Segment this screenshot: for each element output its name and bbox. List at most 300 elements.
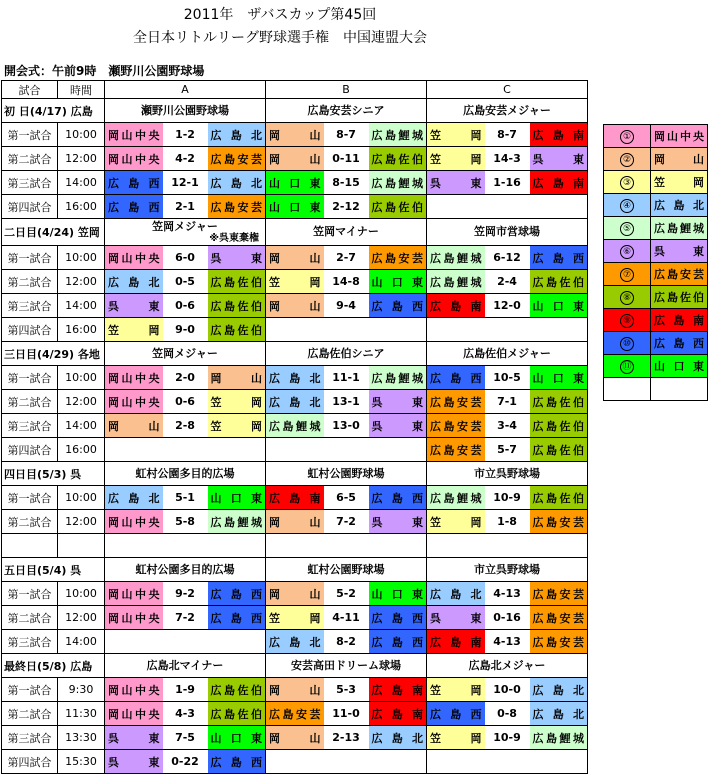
game-name: 第二試合 (2, 390, 58, 414)
legend-team-name: 広島佐伯 (651, 286, 708, 309)
game-time: 10:00 (58, 366, 105, 390)
legend-empty-row (604, 378, 708, 401)
game-time: 16:00 (58, 195, 105, 219)
legend-number-mark: ⑨ (620, 314, 634, 328)
match-score: 7-5 (163, 726, 208, 750)
match-score: 10-9 (485, 486, 530, 510)
game-time: 12:00 (58, 510, 105, 534)
home-team: 山口東 (266, 195, 324, 219)
home-team (266, 318, 324, 342)
venue-cell (105, 342, 266, 366)
game-time (58, 534, 105, 558)
game-time: 14:00 (58, 630, 105, 654)
legend-team-name: 笠岡 (651, 171, 708, 194)
venue-name: 笠岡市営球場 (474, 225, 540, 238)
away-team: 広島鯉城 (208, 510, 266, 534)
home-team: 岡山中央 (105, 702, 163, 726)
legend-team-name: 岡山中央 (651, 125, 708, 148)
home-team: 広島南 (427, 294, 485, 318)
home-team: 広島南 (266, 486, 324, 510)
away-team: 広島佐伯 (530, 414, 588, 438)
venue-name: 虹村公園多目的広場 (135, 562, 235, 576)
home-team (427, 195, 485, 219)
legend-number (604, 263, 651, 286)
legend-team-name: 広島安芸 (651, 263, 708, 286)
venue-cell (427, 654, 588, 678)
game-row (2, 195, 588, 219)
home-team: 岡山 (266, 147, 324, 171)
venue-cell (427, 99, 588, 123)
away-team: 広島鯉城 (369, 171, 427, 195)
away-team: 広島佐伯 (208, 702, 266, 726)
home-team: 広島鯉城 (427, 246, 485, 270)
away-team: 山口東 (369, 270, 427, 294)
home-team: 広島西 (105, 171, 163, 195)
home-team: 広島鯉城 (427, 270, 485, 294)
venue-cell (105, 654, 266, 678)
legend-number-mark: ③ (620, 176, 634, 190)
match-score: 1-2 (163, 123, 208, 147)
venue-name: 安芸高田ドリーム球場 (291, 658, 401, 672)
match-score: 8-7 (485, 123, 530, 147)
home-team (427, 318, 485, 342)
match-score: 10-9 (485, 726, 530, 750)
home-team: 広島西 (427, 366, 485, 390)
match-score: 0-8 (485, 702, 530, 726)
away-team: 広島鯉城 (530, 726, 588, 750)
home-team: 広島北 (266, 366, 324, 390)
game-row (2, 606, 588, 630)
home-team (427, 750, 485, 774)
home-team: 広島北 (266, 630, 324, 654)
game-name: 第一試合 (2, 582, 58, 606)
game-row (2, 318, 588, 342)
match-score: 6-0 (163, 246, 208, 270)
header-time: 時間 (58, 81, 105, 99)
home-team: 笠岡 (266, 270, 324, 294)
legend-row (604, 309, 708, 332)
away-team: 広島西 (369, 606, 427, 630)
page-subtitle: 全日本リトルリーグ野球選手権 中国連盟大会 (133, 30, 427, 46)
away-team: 広島西 (208, 582, 266, 606)
venue-cell (105, 219, 266, 246)
game-row (2, 414, 588, 438)
venue-name: 広島安芸メジャー (463, 103, 551, 117)
match-score: 10-0 (485, 678, 530, 702)
match-score: 2-7 (324, 246, 369, 270)
game-row (2, 702, 588, 726)
home-team: 岡山 (266, 678, 324, 702)
home-team: 笠岡 (427, 726, 485, 750)
game-name: 第二試合 (2, 606, 58, 630)
away-team: 笠岡 (208, 390, 266, 414)
venue-cell (105, 99, 266, 123)
legend-row (604, 240, 708, 263)
legend-row (604, 332, 708, 355)
game-time: 11:30 (58, 702, 105, 726)
venue-cell (266, 654, 427, 678)
venue-cell (266, 342, 427, 366)
match-score: 9-4 (324, 294, 369, 318)
game-time: 13:30 (58, 726, 105, 750)
home-team: 岡山中央 (105, 510, 163, 534)
away-team: 広島北 (208, 123, 266, 147)
match-score (324, 438, 369, 462)
venue-name: 広島佐伯シニア (307, 346, 385, 360)
match-score: 13-1 (324, 390, 369, 414)
game-name (2, 534, 58, 558)
legend-number (604, 355, 651, 378)
venue-name: 瀬野川公園野球場 (141, 103, 229, 117)
venue-name: 虹村公園野球場 (307, 562, 385, 576)
away-team (208, 630, 266, 654)
away-team: 広島佐伯 (530, 486, 588, 510)
game-time: 9:30 (58, 678, 105, 702)
home-team: 広島安芸 (427, 438, 485, 462)
away-team: 広島安芸 (530, 630, 588, 654)
game-time: 14:00 (58, 171, 105, 195)
home-team: 笠岡 (427, 123, 485, 147)
game-row (2, 294, 588, 318)
away-team: 呉東 (208, 246, 266, 270)
venue-cell (427, 342, 588, 366)
game-row (2, 438, 588, 462)
match-score: 5-8 (163, 510, 208, 534)
game-row (2, 630, 588, 654)
match-score: 12-1 (163, 171, 208, 195)
home-team: 岡山中央 (105, 390, 163, 414)
game-row (2, 534, 588, 558)
legend-number (604, 309, 651, 332)
legend-number (604, 148, 651, 171)
game-name: 第三試合 (2, 414, 58, 438)
away-team: 広島安芸 (208, 195, 266, 219)
game-name: 第一試合 (2, 486, 58, 510)
home-team: 岡山中央 (105, 678, 163, 702)
game-name: 第四試合 (2, 750, 58, 774)
day-venue-row (2, 342, 588, 366)
home-team: 笠岡 (427, 147, 485, 171)
away-team: 広島南 (530, 171, 588, 195)
page-title: 2011年 ザバスカップ第45回 (183, 7, 377, 23)
game-row (2, 726, 588, 750)
home-team: 呉東 (105, 750, 163, 774)
match-score: 3-4 (485, 414, 530, 438)
game-name: 第四試合 (2, 438, 58, 462)
away-team: 呉東 (369, 510, 427, 534)
home-team: 笠岡 (427, 510, 485, 534)
match-score: 0-22 (163, 750, 208, 774)
venue-note: ※呉東棄権 (209, 232, 259, 244)
away-team (208, 534, 266, 558)
legend-number-mark: ⑥ (620, 245, 634, 259)
away-team: 広島鯉城 (369, 366, 427, 390)
legend-team-name: 広島北 (651, 194, 708, 217)
away-team: 呉東 (369, 414, 427, 438)
legend-row (604, 171, 708, 194)
legend-number-mark: ② (620, 153, 634, 167)
header-column-c: C (427, 81, 588, 99)
legend-team-name: 岡山 (651, 148, 708, 171)
home-team: 岡山中央 (105, 246, 163, 270)
away-team (530, 195, 588, 219)
game-name: 第三試合 (2, 294, 58, 318)
venue-cell (105, 558, 266, 582)
home-team: 広島鯉城 (427, 486, 485, 510)
away-team: 広島西 (369, 630, 427, 654)
match-score: 2-13 (324, 726, 369, 750)
match-score: 0-11 (324, 147, 369, 171)
away-team: 広島佐伯 (208, 294, 266, 318)
match-score: 4-11 (324, 606, 369, 630)
away-team: 呉東 (530, 147, 588, 171)
away-team: 広島北 (530, 702, 588, 726)
home-team: 広島北 (266, 390, 324, 414)
day-label: 初 日(4/17) 広島 (2, 99, 105, 123)
match-score (324, 318, 369, 342)
game-name: 第二試合 (2, 510, 58, 534)
away-team: 広島南 (530, 123, 588, 147)
home-team (105, 630, 163, 654)
legend-row (604, 148, 708, 171)
game-time: 12:00 (58, 270, 105, 294)
game-row (2, 123, 588, 147)
match-score: 7-1 (485, 390, 530, 414)
game-name: 第一試合 (2, 366, 58, 390)
game-time: 14:00 (58, 294, 105, 318)
venue-name: 広島北メジャー (468, 658, 546, 672)
home-team (266, 750, 324, 774)
match-score: 6-5 (324, 486, 369, 510)
home-team: 広島西 (427, 702, 485, 726)
away-team: 広島南 (369, 702, 427, 726)
legend-number-mark: ① (620, 130, 634, 144)
match-score: 0-6 (163, 390, 208, 414)
venue-name: 市立呉野球場 (474, 466, 540, 480)
match-score: 2-8 (163, 414, 208, 438)
game-row (2, 486, 588, 510)
away-team (530, 318, 588, 342)
venue-cell (266, 558, 427, 582)
venue-name: 虹村公園野球場 (307, 466, 385, 480)
match-score (163, 534, 208, 558)
game-row (2, 390, 588, 414)
legend-number-mark: ④ (620, 199, 634, 213)
match-score: 1-16 (485, 171, 530, 195)
legend-team-name: 山口東 (651, 355, 708, 378)
game-name: 第一試合 (2, 246, 58, 270)
game-row (2, 171, 588, 195)
day-label: 三日目(4/29) 各地 (2, 342, 105, 366)
away-team: 広島安芸 (208, 147, 266, 171)
schedule-table (1, 80, 588, 774)
away-team: 岡山 (208, 366, 266, 390)
match-score: 2-1 (163, 195, 208, 219)
away-team: 山口東 (208, 486, 266, 510)
match-score: 7-2 (163, 606, 208, 630)
game-time: 10:00 (58, 123, 105, 147)
match-score (163, 438, 208, 462)
legend-team-name: 広島南 (651, 309, 708, 332)
match-score: 9-0 (163, 318, 208, 342)
legend-row (604, 286, 708, 309)
venue-cell (266, 462, 427, 486)
legend-team-name: 呉東 (651, 240, 708, 263)
game-time: 16:00 (58, 318, 105, 342)
home-team (427, 534, 485, 558)
legend-number-mark: ⑩ (620, 337, 634, 351)
away-team: 山口東 (369, 582, 427, 606)
legend-number (604, 240, 651, 263)
game-time: 12:00 (58, 606, 105, 630)
game-time: 10:00 (58, 582, 105, 606)
match-score: 14-3 (485, 147, 530, 171)
game-name: 第三試合 (2, 171, 58, 195)
away-team: 広島南 (369, 678, 427, 702)
home-team: 岡山中央 (105, 123, 163, 147)
game-time: 16:00 (58, 438, 105, 462)
match-score: 6-12 (485, 246, 530, 270)
game-row (2, 270, 588, 294)
opening-ceremony-note: 開会式：午前9時 瀬野川公園野球場 (4, 64, 205, 78)
legend-number-mark: ⑦ (620, 268, 634, 282)
venue-name: 広島佐伯メジャー (463, 346, 551, 360)
day-venue-row (2, 99, 588, 123)
away-team: 広島安芸 (530, 510, 588, 534)
home-team: 岡山 (266, 246, 324, 270)
home-team: 広島北 (105, 270, 163, 294)
away-team: 広島佐伯 (530, 390, 588, 414)
away-team (208, 438, 266, 462)
away-team: 山口東 (530, 294, 588, 318)
legend-row (604, 217, 708, 240)
away-team: 広島安芸 (530, 582, 588, 606)
away-team: 広島佐伯 (369, 195, 427, 219)
home-team: 岡山中央 (105, 366, 163, 390)
match-score: 0-6 (163, 294, 208, 318)
venue-cell (266, 219, 427, 246)
header-column-a: A (105, 81, 266, 99)
match-score: 12-0 (485, 294, 530, 318)
legend-number-mark: ⑧ (620, 291, 634, 305)
legend-number (604, 171, 651, 194)
legend-number-mark: ⑪ (620, 360, 634, 374)
match-score: 5-7 (485, 438, 530, 462)
away-team (369, 438, 427, 462)
away-team: 広島安芸 (530, 606, 588, 630)
day-label: 二日目(4/24) 笠岡 (2, 219, 105, 246)
match-score: 8-7 (324, 123, 369, 147)
match-score: 13-0 (324, 414, 369, 438)
match-score: 11-0 (324, 702, 369, 726)
game-row (2, 147, 588, 171)
away-team: 広島佐伯 (208, 318, 266, 342)
day-venue-row (2, 558, 588, 582)
match-score: 2-4 (485, 270, 530, 294)
legend-number (604, 286, 651, 309)
venue-cell (105, 462, 266, 486)
away-team: 笠岡 (208, 414, 266, 438)
away-team: 広島佐伯 (530, 270, 588, 294)
away-team (369, 750, 427, 774)
away-team: 広島安芸 (369, 246, 427, 270)
game-name: 第四試合 (2, 195, 58, 219)
game-name: 第三試合 (2, 726, 58, 750)
game-time: 12:00 (58, 147, 105, 171)
header-column-b: B (266, 81, 427, 99)
match-score: 2-12 (324, 195, 369, 219)
match-score: 4-13 (485, 630, 530, 654)
game-name: 第一試合 (2, 123, 58, 147)
game-name: 第二試合 (2, 147, 58, 171)
legend-team-name: 広島西 (651, 332, 708, 355)
legend-row (604, 355, 708, 378)
game-name: 第二試合 (2, 702, 58, 726)
home-team: 呉東 (427, 171, 485, 195)
away-team (369, 534, 427, 558)
venue-name: 笠岡メジャー (152, 219, 218, 233)
match-score: 5-1 (163, 486, 208, 510)
legend-row (604, 194, 708, 217)
match-score: 5-3 (324, 678, 369, 702)
home-team: 笠岡 (427, 678, 485, 702)
match-score: 1-8 (485, 510, 530, 534)
game-row (2, 366, 588, 390)
home-team: 広島鯉城 (266, 414, 324, 438)
game-name: 第四試合 (2, 318, 58, 342)
away-team: 広島北 (208, 171, 266, 195)
venue-cell (427, 219, 588, 246)
home-team (105, 438, 163, 462)
away-team: 広島北 (369, 726, 427, 750)
match-score: 0-16 (485, 606, 530, 630)
legend-row (604, 263, 708, 286)
legend-number (604, 194, 651, 217)
away-team: 広島佐伯 (208, 678, 266, 702)
away-team: 山口東 (208, 726, 266, 750)
game-row (2, 246, 588, 270)
game-name: 第三試合 (2, 630, 58, 654)
home-team: 呉東 (105, 726, 163, 750)
venue-name: 広島北マイナー (146, 658, 224, 672)
home-team: 岡山 (266, 726, 324, 750)
home-team: 岡山 (266, 294, 324, 318)
match-score: 2-0 (163, 366, 208, 390)
home-team (266, 534, 324, 558)
header-row (2, 81, 588, 99)
away-team: 広島佐伯 (208, 270, 266, 294)
away-team: 山口東 (530, 366, 588, 390)
home-team: 岡山 (266, 510, 324, 534)
game-row (2, 510, 588, 534)
game-time: 14:00 (58, 414, 105, 438)
home-team (105, 534, 163, 558)
away-team: 広島西 (208, 750, 266, 774)
match-score: 5-2 (324, 582, 369, 606)
home-team: 広島南 (427, 630, 485, 654)
day-label: 四日目(5/3) 呉 (2, 462, 105, 486)
home-team: 呉東 (105, 294, 163, 318)
venue-cell (266, 99, 427, 123)
legend-number (604, 217, 651, 240)
day-label: 五日目(5/4) 呉 (2, 558, 105, 582)
home-team: 広島西 (105, 195, 163, 219)
home-team: 広島安芸 (427, 390, 485, 414)
match-score (485, 318, 530, 342)
home-team: 岡山 (266, 123, 324, 147)
match-score: 14-8 (324, 270, 369, 294)
match-score: 9-2 (163, 582, 208, 606)
